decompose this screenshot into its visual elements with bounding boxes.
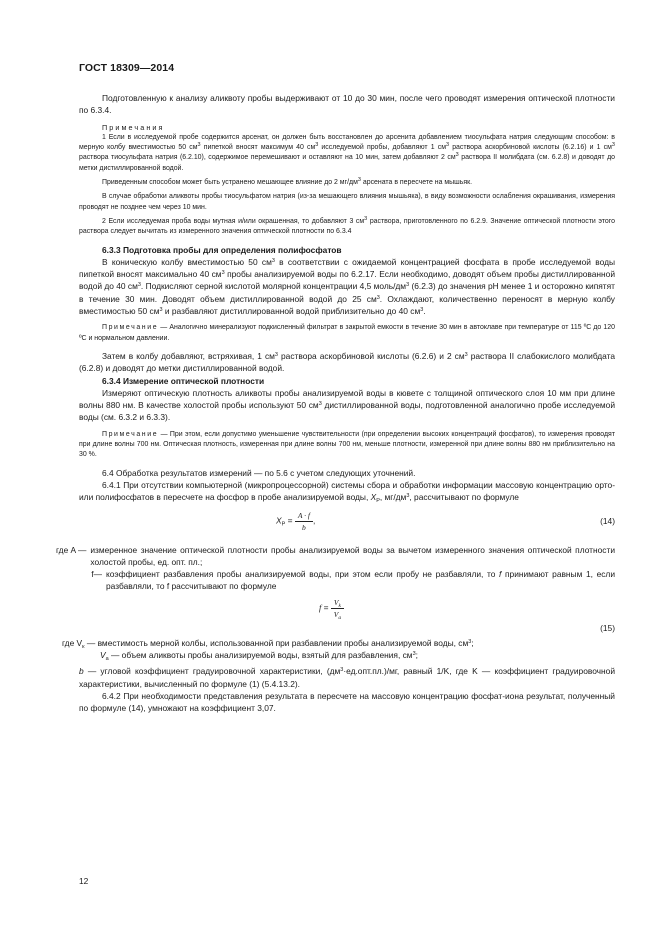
formula-15-number: (15) — [600, 622, 615, 633]
section-6-3-3-text: В коническую колбу вместимостью 50 $см^3$ в соответствии с ожидаемой концентрацией фосфата в пробе исследуемой воды пипеткой вносят максимально 40 $см^3$ пробы анализируемой воды по 6.2.17. Если необходимо, доводят объем пробы дистиллированной водой до 40 $см^3$. Подкисляют серной кислотой молярной концентрации 4,5 моль/$дм^3$ (6.2.3) до значения pH менее 1 и осторожно кипятят в течение 30 мин. Доводят объем дистиллированной водой до 25 $см^3$. Охлаждают, количественно переносят в мерную колбу вместимостью 50 $см^3$ и разбавляют дистиллированной водой приблизительно до 40 $см^3$. — [79, 256, 616, 317]
section-6-3-4-text: Измеряют оптическую плотность аликвоты пробы анализируемой воды в кювете с толщиной оптического слоя 10 мм при длине волны 880 нм. В качестве холостой пробы используют 50 $см^3$ дистиллированной воды, подготовленной аналогично пробе исследуемой воды (см. 6.3.2 и 6.3.3). — [79, 387, 615, 423]
section-6-3-3-heading: 6.3.3 Подготовка пробы для определения полифосфатов — [102, 244, 342, 255]
note-1-thiosulfate: В случае обработки аликвоты пробы тиосульфатом натрия (из-за мешающего влияния мышьяка), в виду возможности ослабления окрашивания, измерения проводят не позднее чем через 10 мин. — [79, 193, 615, 211]
note-2: 2 Если исследуемая проба воды мутная и/или окрашенная, то добавляют 3 $см^3$ раствора, приготовленного по 6.2.9. Значение оптической плотности этого раствора следует вычитать из измеренного значения оптической плотности по 6.3.4 — [79, 215, 615, 236]
note-1: 1 Если в исследуемой пробе содержится арсенат, он должен быть восстановлен до арсенита добавлением тиосульфата натрия следующим способом: в мерную колбу вместимостью 50 $см^3$ пипеткой вносят максимум 40 $см^3$ исследуемой пробы, добавляют 1 $см^3$ раствора аскорбиновой кислоты (6.2.16) и 1 $см^3$ раствора тиосульфата натрия (6.2.10), содержимое перемешивают и оставляют на 10 мин, затем добавляют 2 $см^3$ раствора II молибдата (см. 6.2.8) и доводят до метки дистиллированной водой. — [79, 133, 615, 172]
formula-15 — [79, 593, 615, 637]
legend-a: где A — измеренное значение оптической плотности пробы анализируемой воды за вычетом измеренного значения оптической плотности холостой пробы, ед. опт. пл.; — [56, 544, 615, 567]
formula-14-fraction: $\frac{A \cdot f}{b}$ — [295, 510, 313, 533]
note-1-arsenate: Приведенным способом может быть устранено мешающее влияние до 2 $мг/дм^3$ арсената в пересчете на мышьяк. — [102, 177, 473, 187]
legend-va: $V_а$ — объем аликвоты пробы анализируемой воды, взятый для разбавления, $см^3$; — [100, 649, 418, 662]
formula-14-legend — [56, 544, 615, 593]
section-6-4-text: 6.4 Обработка результатов измерений — по 5.6 с учетом следующих уточнений. — [102, 467, 416, 478]
section-6-4-2-text: 6.4.2 При необходимости представления результата в пересчете на массовую концентрацию фосфат-иона результат, полученный по формуле (14), умножают на коэффициент 3,07. — [79, 690, 615, 714]
section-6-3-4-note: Примечание — При этом, если допустимо уменьшение чувствительности (при определении высоких концентраций фосфатов), то измерения проводят при длине волны 700 нм. Оптическая плотность, измеренная при длине волны 700 нм, меньше плотности, измеренной при длине волны 880 нм приблизительно на 30 %. — [79, 430, 615, 459]
formula-15-expression: f = $\frac{V_k}{V_a}$ — [319, 597, 344, 620]
section-6-3-3-note: Примечание — Аналогично минерализуют подкисленный фильтрат в закрытой емкости в течение 30 мин в автоклаве при температуре от 115 ºC до 120 ºC и нормальном давлении. — [79, 324, 615, 342]
formula-15-fraction: $\frac{V_k}{V_a}$ — [331, 597, 344, 620]
page-body — [56, 92, 616, 714]
section-6-3-3-reagents: Затем в колбу добавляют, встряхивая, 1 $см^3$ раствора аскорбиновой кислоты (6.2.6) и 2 $см^3$ раствора II слабокислого молибдата (6.2.8) и доводят до метки дистиллированной водой. — [79, 350, 615, 374]
notes-title: Примечания — [102, 122, 165, 132]
formula-15-legend — [62, 637, 615, 662]
formula-14-number: (14) — [600, 515, 615, 526]
page-number: 12 — [79, 876, 89, 886]
section-6-4-1-text: 6.4.1 При отсутствии компьютерной (микропроцессорной) системы сбора и обработки информации массовую концентрацию орто- или полифосфатов в пересчете на фосфор в пробе анализируемой воды, $X_P$, $мг/дм^3$, рассчитывают по формуле — [79, 479, 615, 505]
paragraph-aliquot: Подготовленную к анализу аликвоту пробы выдерживают от 10 до 30 мин, после чего проводят измерения оптической плотности по 6.3.4. — [79, 93, 615, 116]
legend-vk: где $V_к$ — вместимость мерной колбы, использованной при разбавлении пробы анализируемой воды, $см^3$; — [62, 637, 474, 650]
standard-header: ГОСТ 18309—2014 — [79, 62, 175, 74]
legend-b: b — угловой коэффициент градуировочной характеристики, $(дм^3\cdot ед.опт.пл.)/мг$, равный 1/K, где K — коэффициент градуировочной характеристики, вычисленный по формуле (1) (5.4.13.2). — [79, 666, 615, 689]
formula-14 — [79, 504, 615, 544]
formula-14-expression: $X_P$ = $\frac{A \cdot f}{b}$ , — [276, 510, 316, 532]
legend-f: f— коэффициент разбавления пробы анализируемой воды, при этом если пробу не разбавляли, то f принимают равным 1, если разбавляли, то f рассчитывают по формуле — [91, 569, 615, 592]
section-6-3-4-heading: 6.3.4 Измерение оптической плотности — [102, 375, 265, 386]
